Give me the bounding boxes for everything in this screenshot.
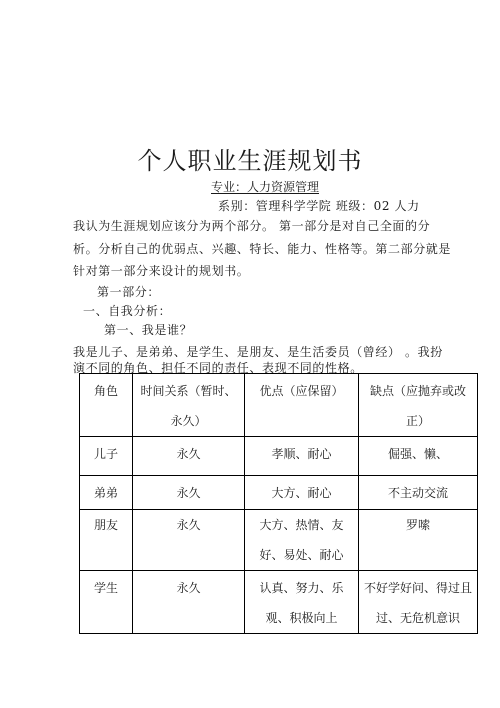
table-row [80, 571, 478, 634]
section-heading: 一、自我分析： [83, 304, 172, 318]
strengths-cell: 大方、热情、友好、易处、耐心 [245, 510, 359, 571]
strengths-cell: 大方、耐心 [245, 476, 359, 510]
time-cell: 永久 [133, 437, 245, 476]
major-line: 专业：人力资源管理 [211, 180, 320, 194]
strengths-cell: 认真、努力、乐观、积极向上 [245, 571, 359, 634]
strengths-cell: 孝顺、耐心 [245, 437, 359, 476]
header-strengths: 优点（应保留） [245, 374, 359, 437]
department-class-line: 系别：管理科学学院 班级：02 人力 [218, 199, 420, 213]
roles-line-1: 我是儿子、是弟弟、是学生、是朋友、是生活委员（曾经） 。我扮 [73, 345, 443, 359]
time-cell: 永久 [133, 510, 245, 571]
role-cell: 弟弟 [80, 476, 133, 510]
table-header-row [80, 374, 478, 437]
weaknesses-cell: 不好学好问、得过且过、无危机意识 [359, 571, 478, 634]
table-row [80, 437, 478, 476]
header-weaknesses: 缺点（应抛弃或改正） [359, 374, 478, 437]
part-heading: 第一部分： [97, 285, 161, 299]
table-row [80, 510, 478, 571]
subsection-heading: 第一、我是谁？ [104, 323, 193, 337]
role-cell: 儿子 [80, 437, 133, 476]
weaknesses-cell: 倔强、懒、 [359, 437, 478, 476]
header-role: 角色 [80, 374, 133, 437]
weaknesses-cell: 不主动交流 [359, 476, 478, 510]
role-cell: 朋友 [80, 510, 133, 571]
time-cell: 永久 [133, 571, 245, 634]
intro-line-1: 我认为生涯规划应该分为两个部分。 第一部分是对自己全面的分 [73, 219, 431, 233]
weaknesses-cell: 罗嗦 [359, 510, 478, 571]
header-time-relation: 时间关系（暂时、永久） [133, 374, 245, 437]
document-title: 个人职业生涯规划书 [137, 147, 363, 175]
table-row [80, 476, 478, 510]
roles-table [79, 373, 478, 634]
time-cell: 永久 [133, 476, 245, 510]
roles-line-2: 演不同的角色、担任不同的责任、表现不同的性格。 [73, 361, 363, 375]
role-cell: 学生 [80, 571, 133, 634]
intro-line-2: 析。分析自己的优弱点、兴趣、特长、能力、性格等。第二部分就是 [73, 242, 452, 256]
intro-line-3: 针对第一部分来设计的规划书。 [73, 264, 250, 278]
